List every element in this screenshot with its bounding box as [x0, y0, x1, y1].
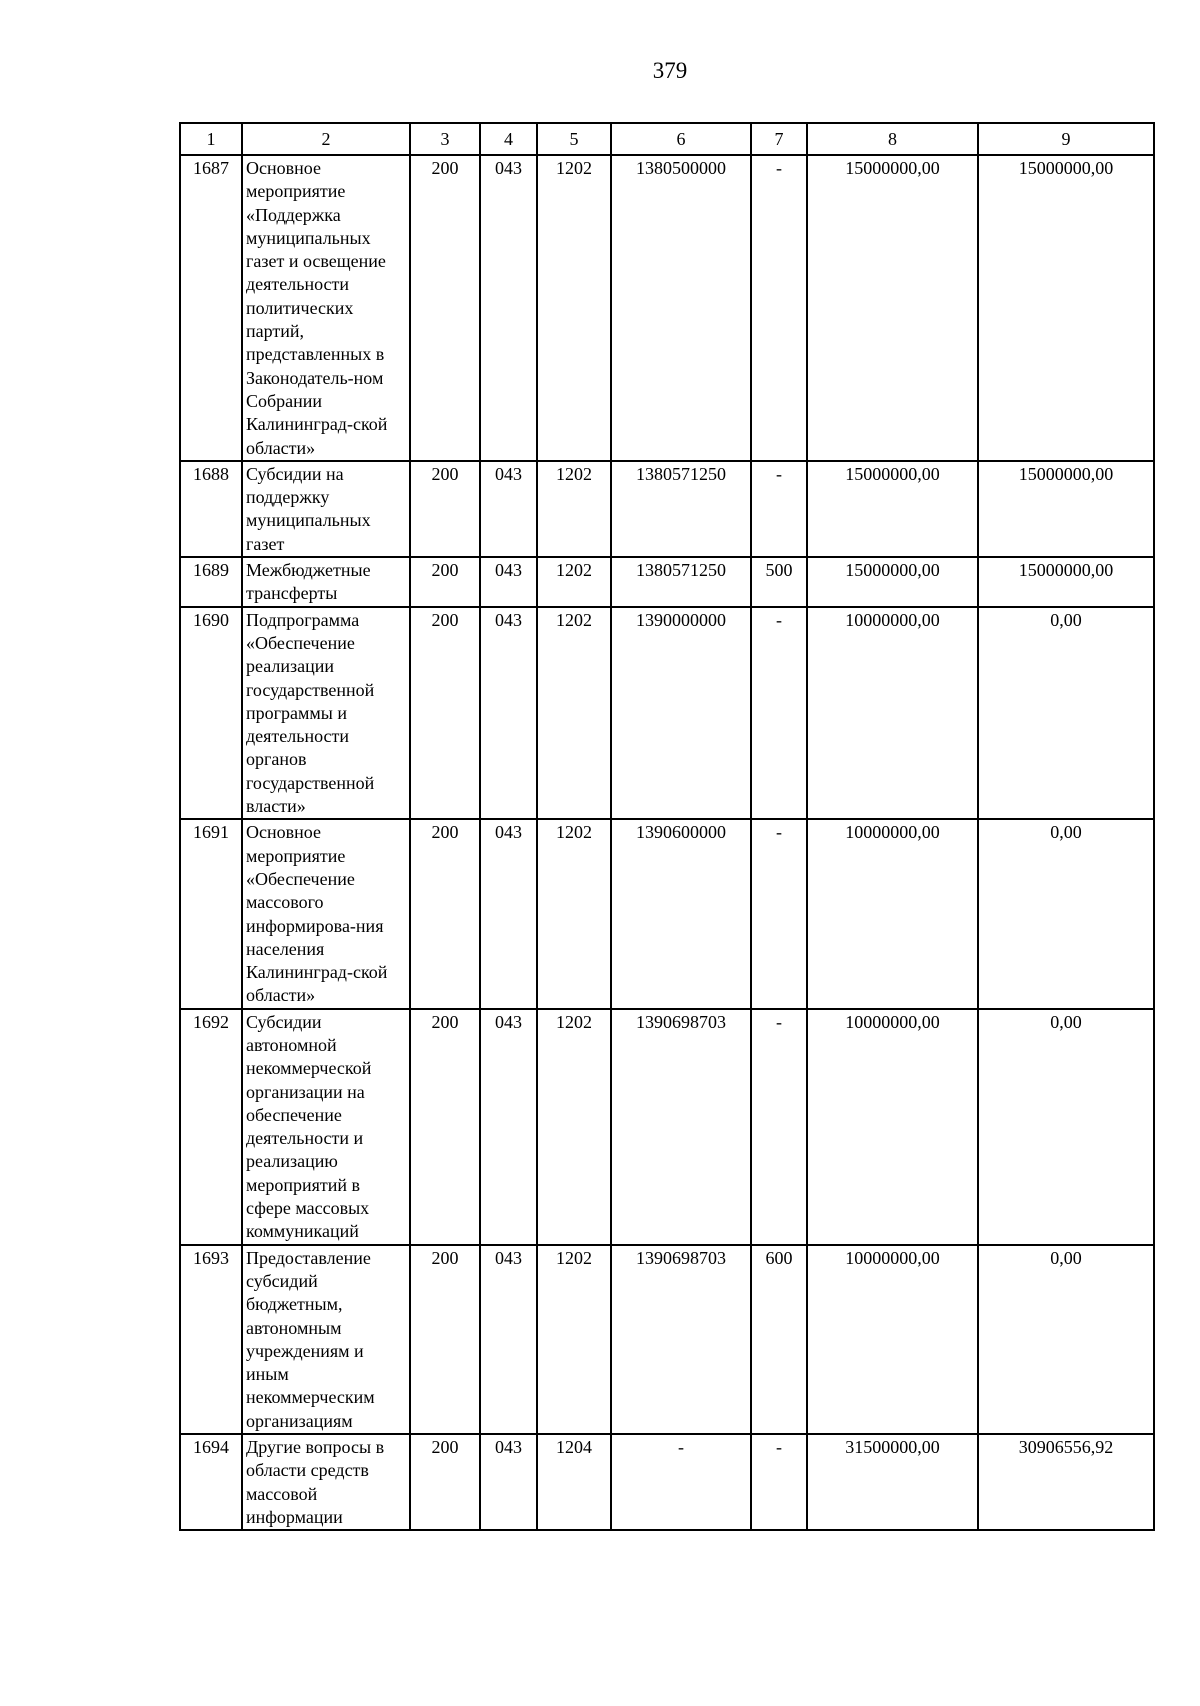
- row-col6: 1390698703: [611, 1009, 751, 1245]
- column-header-2: 2: [242, 123, 410, 155]
- table-row: [180, 461, 1154, 557]
- row-col7: 500: [751, 557, 807, 607]
- table-row: [180, 557, 1154, 607]
- row-col8: 15000000,00: [807, 557, 978, 607]
- row-col8: 10000000,00: [807, 1009, 978, 1245]
- row-col3: 200: [410, 461, 480, 557]
- row-number: 1688: [180, 461, 242, 557]
- row-col6: 1380571250: [611, 557, 751, 607]
- row-col8: 10000000,00: [807, 819, 978, 1008]
- row-col4: 043: [480, 1009, 537, 1245]
- row-col3: 200: [410, 155, 480, 461]
- row-col6: 1380500000: [611, 155, 751, 461]
- row-col5: 1202: [537, 155, 611, 461]
- row-number: 1692: [180, 1009, 242, 1245]
- column-header-1: 1: [180, 123, 242, 155]
- row-col5: 1202: [537, 557, 611, 607]
- page-number: 379: [652, 58, 688, 83]
- row-col8: 15000000,00: [807, 461, 978, 557]
- row-col5: 1204: [537, 1434, 611, 1530]
- row-col9: 30906556,92: [978, 1434, 1154, 1530]
- row-col6: 1390000000: [611, 607, 751, 820]
- row-col5: 1202: [537, 819, 611, 1008]
- row-col6: 1380571250: [611, 461, 751, 557]
- row-number: 1694: [180, 1434, 242, 1530]
- row-col4: 043: [480, 557, 537, 607]
- table-row: [180, 1245, 1154, 1434]
- table-row: [180, 155, 1154, 461]
- column-header-9: 9: [978, 123, 1154, 155]
- row-col9: 15000000,00: [978, 557, 1154, 607]
- row-col4: 043: [480, 1434, 537, 1530]
- row-col9: 0,00: [978, 819, 1154, 1008]
- row-col9: 15000000,00: [978, 461, 1154, 557]
- row-col6: 1390698703: [611, 1245, 751, 1434]
- column-header-7: 7: [751, 123, 807, 155]
- row-number: 1689: [180, 557, 242, 607]
- row-number: 1691: [180, 819, 242, 1008]
- row-col7: -: [751, 819, 807, 1008]
- row-name: Другие вопросы в области средств массовой информации: [242, 1434, 410, 1530]
- column-header-8: 8: [807, 123, 978, 155]
- row-col6: -: [611, 1434, 751, 1530]
- row-col4: 043: [480, 607, 537, 820]
- row-col9: 0,00: [978, 1245, 1154, 1434]
- row-col8: 15000000,00: [807, 155, 978, 461]
- row-col8: 10000000,00: [807, 607, 978, 820]
- table-row: [180, 607, 1154, 820]
- row-col7: -: [751, 1434, 807, 1530]
- column-header-3: 3: [410, 123, 480, 155]
- row-col3: 200: [410, 1434, 480, 1530]
- row-col7: -: [751, 607, 807, 820]
- row-col8: 31500000,00: [807, 1434, 978, 1530]
- row-col9: 0,00: [978, 1009, 1154, 1245]
- row-col3: 200: [410, 607, 480, 820]
- row-name: Предоставление субсидий бюджетным, автономным учреждениям и иным некоммерческим организациям: [242, 1245, 410, 1434]
- row-col8: 10000000,00: [807, 1245, 978, 1434]
- row-col3: 200: [410, 1245, 480, 1434]
- row-col4: 043: [480, 461, 537, 557]
- row-col5: 1202: [537, 461, 611, 557]
- budget-table: [179, 122, 1155, 1531]
- column-header-6: 6: [611, 123, 751, 155]
- row-number: 1693: [180, 1245, 242, 1434]
- column-header-4: 4: [480, 123, 537, 155]
- row-col7: -: [751, 155, 807, 461]
- table-row: [180, 819, 1154, 1008]
- row-col4: 043: [480, 1245, 537, 1434]
- row-col3: 200: [410, 819, 480, 1008]
- row-name: Субсидии автономной некоммерческой организации на обеспечение деятельности и реализацию мероприятий в сфере массовых коммуникаций: [242, 1009, 410, 1245]
- row-name: Основное мероприятие «Обеспечение массового информирова-ния населения Калининград-ской области»: [242, 819, 410, 1008]
- table-row: [180, 1009, 1154, 1245]
- row-col7: -: [751, 1009, 807, 1245]
- row-name: Подпрограмма «Обеспечение реализации государственной программы и деятельности органов государственной власти»: [242, 607, 410, 820]
- row-col5: 1202: [537, 1009, 611, 1245]
- column-header-5: 5: [537, 123, 611, 155]
- row-col6: 1390600000: [611, 819, 751, 1008]
- row-number: 1687: [180, 155, 242, 461]
- row-col3: 200: [410, 1009, 480, 1245]
- row-number: 1690: [180, 607, 242, 820]
- row-col7: 600: [751, 1245, 807, 1434]
- row-col5: 1202: [537, 607, 611, 820]
- table-row: [180, 1434, 1154, 1530]
- row-col5: 1202: [537, 1245, 611, 1434]
- row-col7: -: [751, 461, 807, 557]
- row-col4: 043: [480, 819, 537, 1008]
- row-name: Субсидии на поддержку муниципальных газет: [242, 461, 410, 557]
- row-name: Межбюджетные трансферты: [242, 557, 410, 607]
- row-col9: 15000000,00: [978, 155, 1154, 461]
- header-row: [180, 123, 1154, 155]
- row-col9: 0,00: [978, 607, 1154, 820]
- row-col4: 043: [480, 155, 537, 461]
- row-name: Основное мероприятие «Поддержка муниципальных газет и освещение деятельности политических партий, представленных в Законодатель-ном Собрании Калининград-ской области»: [242, 155, 410, 461]
- row-col3: 200: [410, 557, 480, 607]
